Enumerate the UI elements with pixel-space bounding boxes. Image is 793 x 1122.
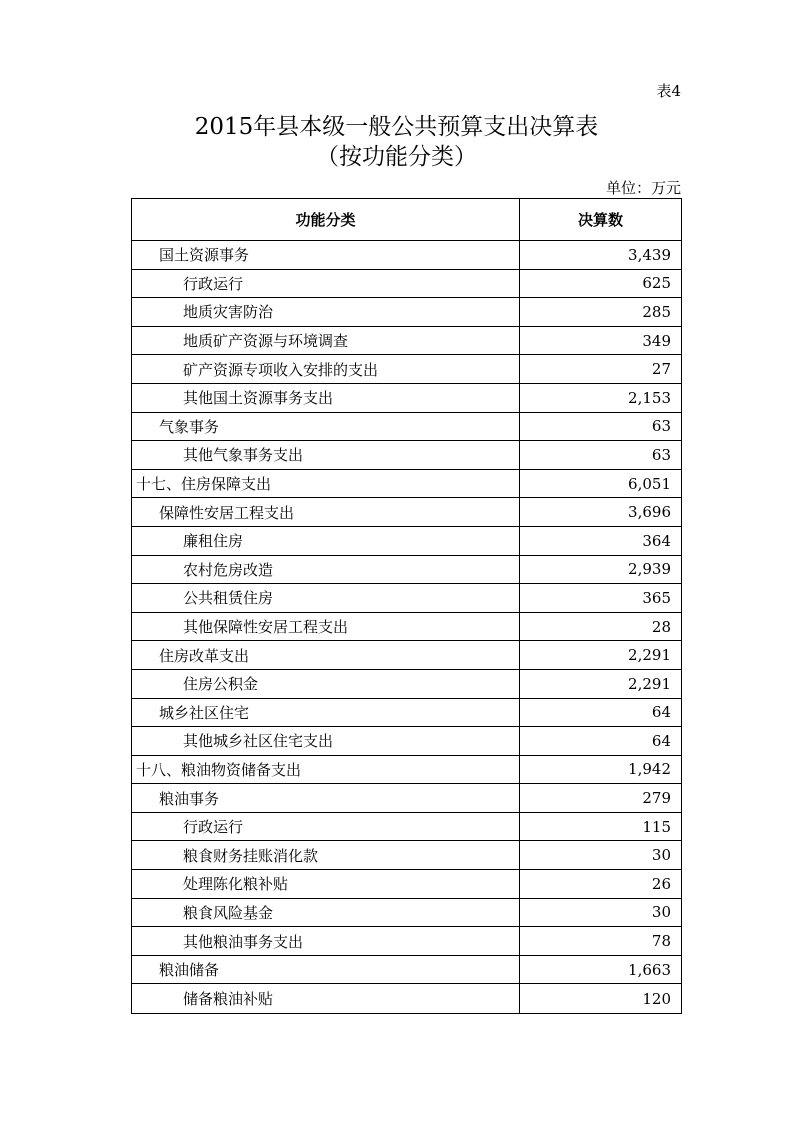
row-category: 农村危房改造 [132,556,520,584]
row-amount: 30 [651,846,671,865]
table-row [132,413,681,442]
row-category: 其他粮油事务支出 [132,927,520,955]
header-amount: 决算数 [577,211,623,229]
table-row [132,355,681,384]
table-row [132,841,681,870]
page-title: 2015年县本级一般公共预算支出决算表 [194,114,599,140]
row-category: 处理陈化粮补贴 [132,870,520,898]
table-row [132,899,681,928]
table-row [132,270,681,299]
row-amount: 625 [642,274,671,293]
row-amount: 2,291 [628,674,671,693]
row-category: 地质灾害防治 [132,298,520,326]
row-amount: 63 [651,417,671,436]
table-row [132,956,681,985]
row-amount: 279 [642,789,671,808]
expenditure-table [131,198,682,1014]
row-amount: 3,439 [628,245,671,264]
row-category: 城乡社区住宅 [132,699,520,727]
table-row [132,527,681,556]
row-category: 其他城乡社区住宅支出 [132,727,520,755]
table-row [132,727,681,756]
row-amount: 78 [651,932,671,951]
table-row [132,327,681,356]
row-amount: 365 [642,588,671,607]
row-amount: 3,696 [628,503,671,522]
row-category: 国土资源事务 [132,241,520,269]
row-category: 粮食风险基金 [132,899,520,927]
table-header-row [132,199,681,241]
row-category: 十七、住房保障支出 [132,470,520,498]
row-category: 保障性安居工程支出 [132,498,520,526]
table-row [132,498,681,527]
row-amount: 28 [651,617,671,636]
row-amount: 349 [642,331,671,350]
row-category: 廉租住房 [132,527,520,555]
table-row [132,641,681,670]
row-amount: 1,942 [628,760,671,779]
row-amount: 2,291 [628,646,671,665]
row-amount: 2,939 [628,560,671,579]
row-category: 粮油事务 [132,784,520,812]
row-category: 住房改革支出 [132,641,520,669]
unit-label: 单位：万元 [605,179,681,197]
row-category: 住房公积金 [132,670,520,698]
header-category: 功能分类 [132,199,520,240]
row-amount: 30 [651,903,671,922]
page-subtitle: （按功能分类） [316,144,477,170]
table-row [132,441,681,470]
row-category: 其他气象事务支出 [132,441,520,469]
table-row [132,699,681,728]
row-amount: 27 [651,360,671,379]
table-row [132,756,681,785]
row-amount: 285 [642,302,671,321]
row-category: 其他保障性安居工程支出 [132,613,520,641]
table-row [132,384,681,413]
table-row [132,470,681,499]
row-category: 其他国土资源事务支出 [132,384,520,412]
row-category: 地质矿产资源与环境调查 [132,327,520,355]
table-number: 表4 [656,82,681,100]
row-category: 粮食财务挂账消化款 [132,841,520,869]
row-amount: 63 [651,445,671,464]
table-row [132,927,681,956]
row-category: 储备粮油补贴 [132,984,520,1013]
row-amount: 120 [642,989,671,1008]
row-amount: 64 [651,703,671,722]
row-amount: 1,663 [628,960,671,979]
row-amount: 26 [651,874,671,893]
row-category: 行政运行 [132,813,520,841]
table-row [132,556,681,585]
table-row [132,241,681,270]
table-row [132,813,681,842]
row-category: 矿产资源专项收入安排的支出 [132,355,520,383]
row-amount: 64 [651,731,671,750]
table-row [132,984,681,1013]
row-amount: 364 [642,531,671,550]
table-row [132,870,681,899]
row-category: 十八、粮油物资储备支出 [132,756,520,784]
table-row [132,613,681,642]
row-category: 行政运行 [132,270,520,298]
row-category: 气象事务 [132,413,520,441]
table-row [132,784,681,813]
row-category: 粮油储备 [132,956,520,984]
table-row [132,584,681,613]
table-row [132,298,681,327]
row-amount: 6,051 [628,474,671,493]
row-amount: 2,153 [628,388,671,407]
row-category: 公共租赁住房 [132,584,520,612]
table-row [132,670,681,699]
row-amount: 115 [642,817,671,836]
